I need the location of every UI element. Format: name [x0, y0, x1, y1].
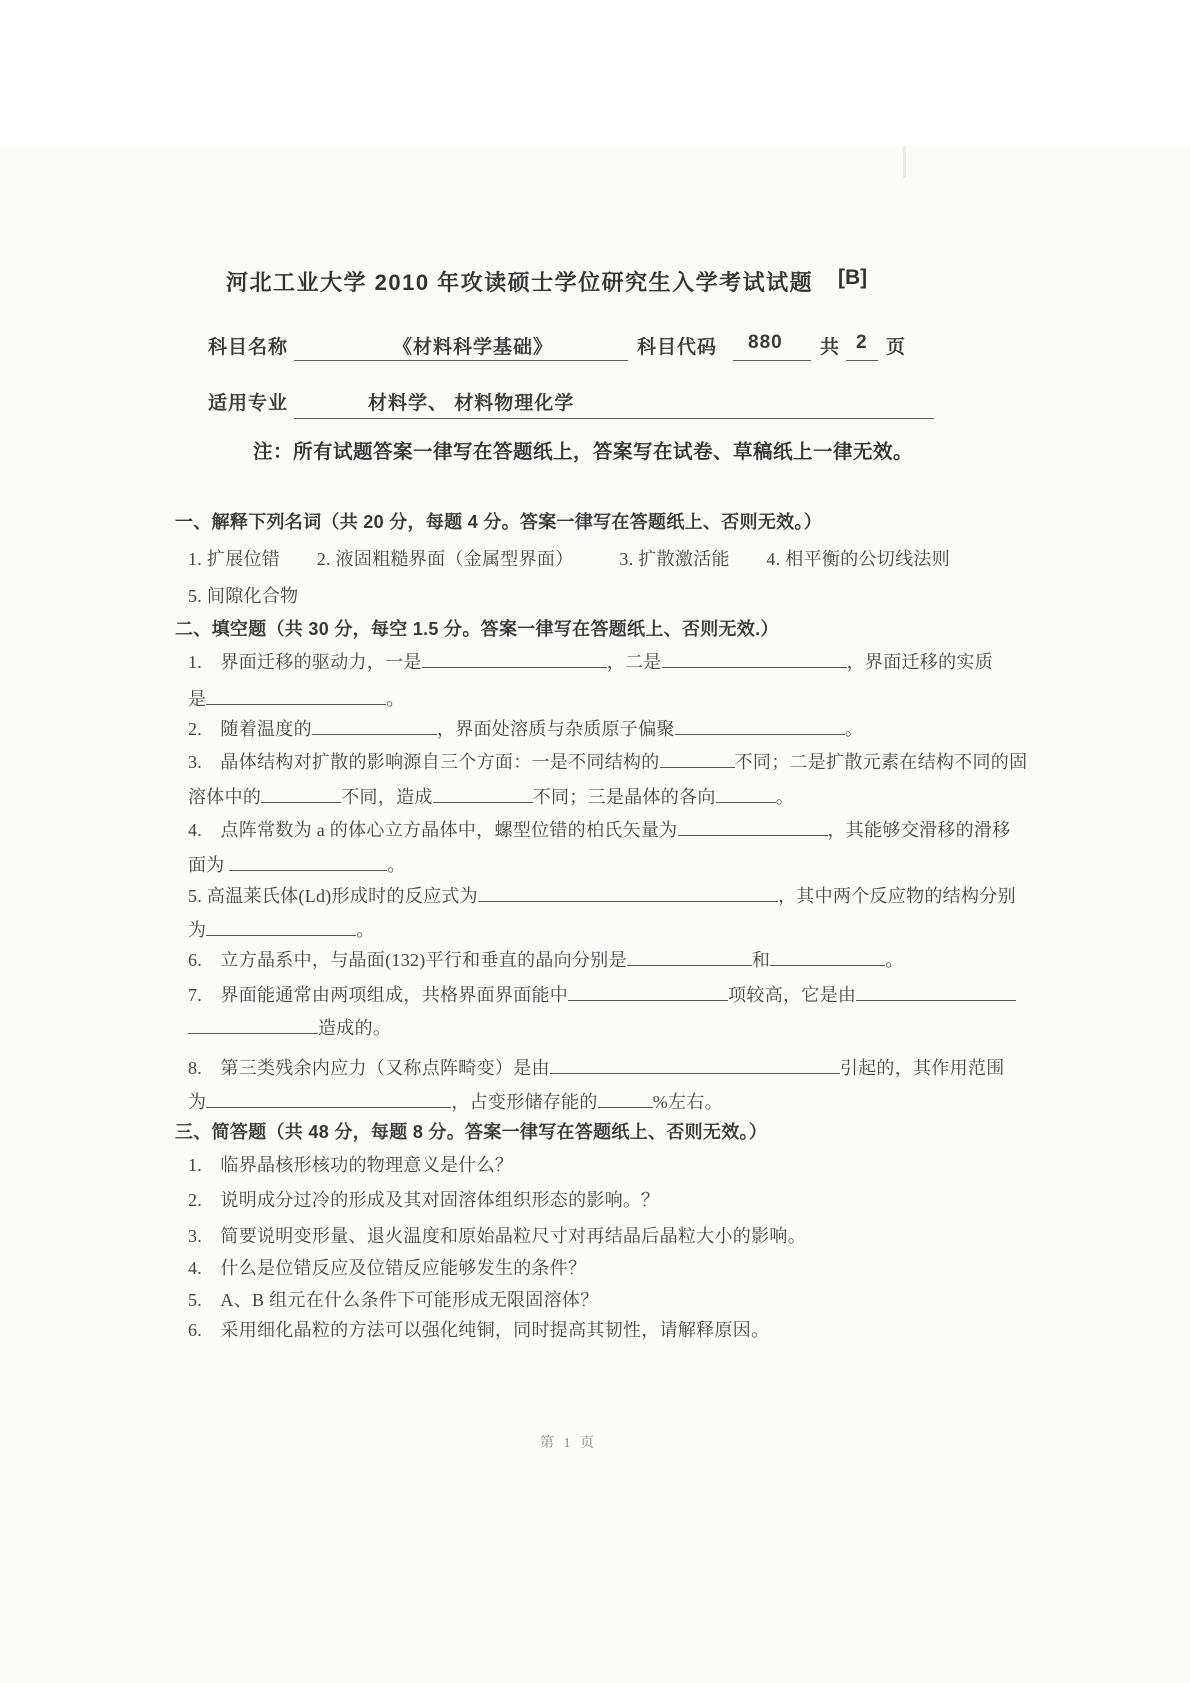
- question-line: [175, 1056, 1047, 1080]
- question-text: 二、填空题（共 30 分，每空 1.5 分。答案一律写在答题纸上、否则无效.）: [175, 619, 779, 639]
- question-text: 1. 临界晶核形核功的物理意义是什么？: [188, 1155, 514, 1175]
- question-line: [175, 853, 1047, 877]
- question-line: [175, 1090, 1047, 1114]
- question-text: 。: [775, 787, 795, 807]
- answer-blank-line: [312, 719, 437, 735]
- question-line: [175, 1288, 1047, 1312]
- subject-label: 科目名称: [208, 337, 289, 358]
- question-text: 是: [188, 689, 207, 709]
- question-text: 。: [885, 950, 904, 970]
- answer-blank-line: [662, 652, 847, 668]
- question-line: [175, 1256, 1047, 1280]
- question-line: [175, 750, 1047, 774]
- question-line: [175, 983, 1047, 1007]
- question-line: [175, 818, 1047, 842]
- question-text: 引起的，其作用范围: [839, 1058, 1005, 1078]
- exam-title: 河北工业大学 2010 年攻读硕士学位研究生入学考试试题: [226, 270, 814, 295]
- question-text: 2. 说明成分过冷的形成及其对固溶体组织形态的影响。？: [188, 1190, 660, 1210]
- question-text: 。: [386, 689, 405, 709]
- question-text: ，占变形储存能的: [451, 1092, 598, 1112]
- answer-blank-line: [627, 950, 752, 966]
- question-text: 4. 点阵常数为 a 的体心立方晶体中，螺型位错的柏氏矢量为: [188, 820, 678, 840]
- question-text: 1. 界面迁移的驱动力，一是: [188, 652, 422, 672]
- subject-code-value: 880: [748, 332, 783, 353]
- answer-blank-line: [598, 1092, 653, 1108]
- question-line: [175, 1153, 1047, 1177]
- question-text: 不同；三是晶体的各向: [532, 787, 716, 807]
- major-label: 适用专业: [208, 393, 289, 414]
- question-text: 和: [751, 950, 771, 970]
- question-text: 面为: [188, 855, 230, 875]
- code-underline: [733, 360, 811, 361]
- question-text: 4. 什么是位错反应及位错反应能够发生的条件？: [188, 1258, 587, 1278]
- scan-artifact-mark: [903, 146, 906, 178]
- question-line: [175, 1318, 1047, 1342]
- question-line: [175, 1188, 1047, 1212]
- question-text: 7. 界面能通常由两项组成，共格界面界面能中: [188, 985, 569, 1005]
- subject-code-label: 科目代码: [637, 337, 718, 358]
- question-line: [175, 717, 1047, 741]
- answer-blank-line: [261, 787, 341, 803]
- question-text: 项较高，它是由: [728, 985, 857, 1005]
- question-text: ，界面处溶质与杂质原子偏聚: [436, 719, 675, 739]
- answer-blank-line: [206, 1092, 451, 1108]
- question-text: ，其能够交滑移的滑移: [827, 820, 1011, 840]
- subject-underline: [294, 360, 628, 361]
- question-text: 2. 随着温度的: [188, 719, 312, 739]
- question-text: 溶体中的: [188, 787, 262, 807]
- section-heading: [175, 617, 1047, 641]
- question-line: [175, 948, 1047, 972]
- pages-underline: [846, 360, 878, 361]
- question-text: 。: [387, 855, 406, 875]
- question-text: 5. 间隙化合物: [188, 586, 299, 606]
- question-text: %左右。: [652, 1092, 723, 1112]
- paper-version-badge: [B]: [838, 266, 868, 289]
- question-line: [175, 918, 1047, 942]
- question-text: 1. 扩展位错 2. 液固粗糙界面（金属型界面） 3. 扩散激活能 4. 相平衡的公切线法则: [188, 549, 950, 569]
- question-line: [175, 1224, 1047, 1248]
- question-line: [175, 785, 1047, 809]
- total-pages-value: 2: [856, 332, 868, 353]
- question-text: 为: [188, 1092, 207, 1112]
- answer-blank-line: [422, 652, 607, 668]
- question-text: 。: [844, 719, 864, 739]
- question-text: 造成的。: [318, 1018, 392, 1038]
- question-text: 5. A、B 组元在什么条件下可能形成无限固溶体？: [188, 1290, 599, 1310]
- answer-blank-line: [206, 920, 356, 936]
- answer-blank-line: [229, 855, 387, 871]
- question-text: 不同，造成: [341, 787, 433, 807]
- answer-blank-line: [856, 985, 1016, 1001]
- section-heading: [175, 510, 1047, 534]
- answer-blank-line: [206, 689, 386, 705]
- answer-blank-line: [660, 752, 735, 768]
- question-text: 3. 晶体结构对扩散的影响源自三个方面：一是不同结构的: [188, 752, 660, 772]
- question-text: ，其中两个反应物的结构分别: [777, 886, 1016, 906]
- answer-blank-line: [770, 950, 885, 966]
- question-line: [175, 884, 1047, 908]
- question-text: 6. 立方晶系中，与晶面(132)平行和垂直的晶向分别是: [188, 950, 627, 970]
- question-line: [175, 687, 1047, 711]
- question-text: ，二是: [606, 652, 662, 672]
- answer-blank-line: [716, 787, 776, 803]
- question-line: [175, 547, 1047, 571]
- question-text: 三、简答题（共 48 分，每题 8 分。答案一律写在答题纸上、否则无效。）: [175, 1122, 768, 1142]
- question-line: [175, 650, 1047, 674]
- total-pages-label: 共: [820, 337, 841, 358]
- page-number: 第 1 页: [540, 1436, 597, 1451]
- subject-value: 《材料科学基础》: [393, 337, 554, 358]
- answer-blank-line: [678, 820, 828, 836]
- answer-blank-line: [675, 719, 845, 735]
- answer-blank-line: [188, 1018, 318, 1034]
- major-value: 材料学、 材料物理化学: [368, 393, 575, 414]
- answer-blank-line: [568, 985, 728, 1001]
- question-text: ，界面迁移的实质: [846, 652, 994, 672]
- question-text: 6. 采用细化晶粒的方法可以强化纯铜，同时提高其韧性，请解释原因。: [188, 1320, 770, 1340]
- question-text: 一、解释下列名词（共 20 分，每题 4 分。答案一律写在答题纸上、否则无效。）: [175, 512, 823, 532]
- exam-notice: 注：所有试题答案一律写在答题纸上，答案写在试卷、草稿纸上一律无效。: [253, 441, 914, 463]
- pages-unit-label: 页: [886, 337, 907, 358]
- question-text: 3. 简要说明变形量、退火温度和原始晶粒尺寸对再结晶后晶粒大小的影响。: [188, 1226, 806, 1246]
- question-text: 8. 第三类残余内应力（又称点阵畸变）是由: [188, 1058, 550, 1078]
- question-line: [175, 1016, 1047, 1040]
- question-line: [175, 584, 1047, 608]
- question-text: 不同；二是扩散元素在结构不同的固: [734, 752, 1028, 772]
- question-text: 为: [188, 920, 207, 940]
- answer-blank-line: [433, 787, 533, 803]
- exam-body: [175, 510, 1047, 1342]
- major-underline: [294, 418, 934, 419]
- question-text: 。: [356, 920, 375, 940]
- answer-blank-line: [550, 1058, 840, 1074]
- section-heading: [175, 1120, 1047, 1144]
- answer-blank-line: [478, 886, 778, 902]
- question-text: 5. 高温莱氏体(Ld)形成时的反应式为: [188, 886, 478, 906]
